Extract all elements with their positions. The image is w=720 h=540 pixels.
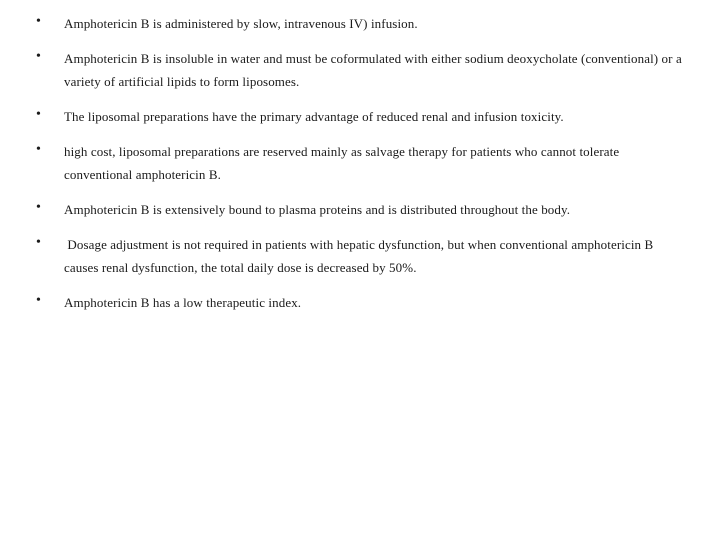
bullet-text: The liposomal preparations have the primary advantage of reduced renal and infusion toxicity. [64, 109, 564, 124]
bullet-icon: • [36, 107, 42, 122]
bullet-item [36, 140, 686, 186]
bullet-item [36, 47, 686, 93]
bullet-list [36, 12, 686, 326]
bullet-text: Amphotericin B is extensively bound to plasma proteins and is distributed throughout the body. [64, 202, 571, 217]
bullet-icon: • [36, 235, 42, 250]
bullet-text: Amphotericin B is administered by slow, intravenous IV) infusion. [64, 16, 418, 31]
bullet-text: Dosage adjustment is not required in patients with hepatic dysfunction, but when conventional amphotericin B causes renal dysfunction, the total daily dose is decreased by 50%. [64, 237, 657, 275]
bullet-icon: • [36, 200, 42, 215]
bullet-item [36, 291, 686, 314]
bullet-item [36, 105, 686, 128]
bullet-item [36, 198, 686, 221]
bullet-text: high cost, liposomal preparations are reserved mainly as salvage therapy for patients who cannot tolerate conventional amphotericin B. [64, 144, 620, 182]
bullet-icon: • [36, 142, 42, 157]
bullet-icon: • [36, 14, 42, 29]
bullet-text: Amphotericin B has a low therapeutic index. [64, 295, 302, 310]
bullet-item [36, 233, 686, 279]
bullet-item [36, 12, 686, 35]
bullet-text: Amphotericin B is insoluble in water and must be coformulated with either sodium deoxycholate (conventional) or a variety of artificial lipids to form liposomes. [64, 51, 682, 89]
bullet-icon: • [36, 293, 42, 308]
bullet-icon: • [36, 49, 42, 64]
